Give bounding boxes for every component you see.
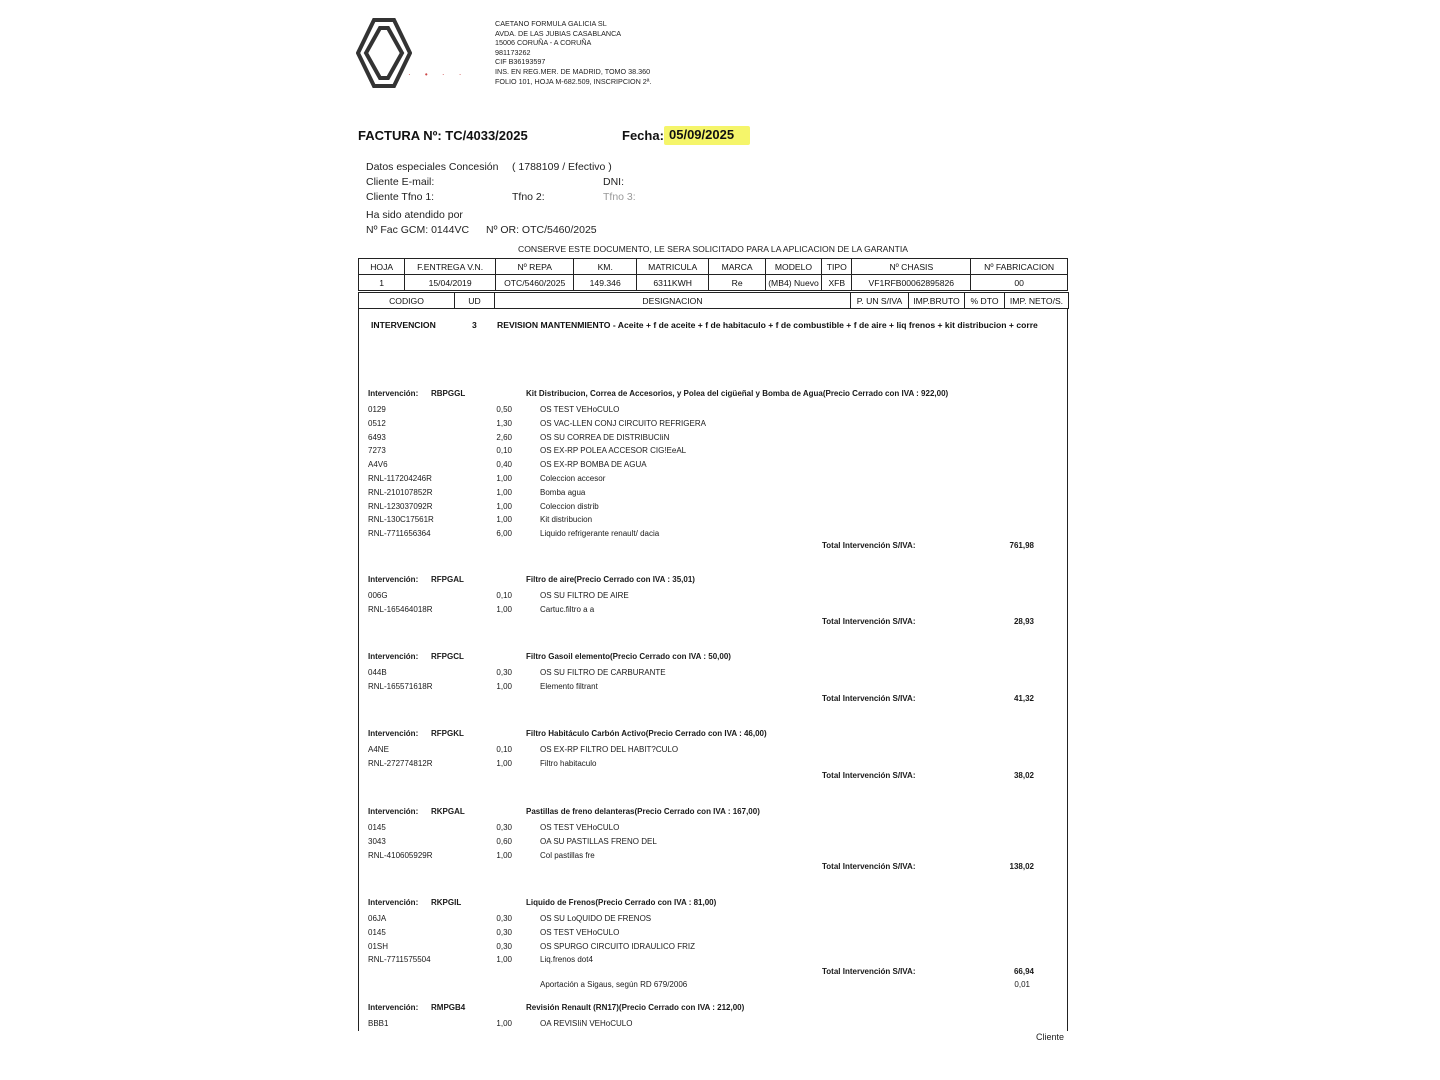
intervention-label: Intervención: — [368, 898, 419, 907]
item-quantity: 1,00 — [496, 501, 512, 511]
item-description: OS SPURGO CIRCUITO IDRAULICO FRIZ — [540, 941, 695, 951]
intervention-total: 41,32 — [1013, 693, 1034, 703]
intervention-description: Filtro Habitáculo Carbón Activo(Precio Cerrado con IVA : 46,00) — [526, 729, 767, 738]
column-header: UD — [455, 293, 495, 309]
item-description: OS EX-RP POLEA ACCESOR CIG!EeAL — [540, 446, 687, 456]
item-description: OA SU PASTILLAS FRENO DEL — [540, 836, 657, 846]
vehicle-header-cell: Nº FABRICACION — [971, 259, 1068, 275]
vehicle-header-cell: Nº REPA — [495, 259, 574, 275]
item-description: OS SU LoQUIDO DE FRENOS — [540, 914, 652, 923]
item-description: OS TEST VEHoCULO — [540, 823, 620, 832]
item-code: RNL-272774812R — [368, 758, 433, 768]
item-code: RNL-410605929R — [368, 850, 433, 860]
vehicle-value-cell: 1 — [359, 275, 405, 291]
atendido-label: Ha sido atendido por — [366, 209, 463, 221]
logo-decoration: · • · · — [408, 70, 468, 79]
vehicle-value-cell: OTC/5460/2025 — [495, 275, 574, 291]
item-code: 0129 — [368, 405, 386, 414]
company-line: 981173262 — [495, 47, 531, 57]
item-description: Coleccion accesor — [540, 474, 606, 483]
item-description: Coleccion distrib — [540, 501, 599, 511]
intervention-label: Intervención: — [368, 389, 419, 398]
item-code: 7273 — [368, 446, 386, 456]
item-code: 06JA — [368, 914, 387, 923]
vehicle-table — [358, 258, 1068, 291]
intervention-code: RKPGIL — [431, 898, 462, 907]
company-address — [495, 19, 651, 86]
intervention-label: Intervención: — [368, 807, 419, 816]
item-quantity: 2,60 — [496, 432, 512, 442]
item-description: OS TEST VEHoCULO — [540, 405, 620, 414]
vehicle-value-cell: 15/04/2019 — [405, 275, 496, 291]
intervention-total-label: Total Intervención S/IVA: — [822, 770, 916, 780]
intervention-label: Intervención: — [368, 652, 419, 661]
intervention-number: 3 — [472, 320, 477, 330]
dni-label: DNI: — [603, 176, 624, 188]
vehicle-value-cell: XFB — [822, 275, 852, 291]
company-line: CAETANO FORMULA GALICIA SL — [495, 19, 607, 28]
item-quantity: 1,00 — [496, 515, 512, 525]
item-description: Elemento filtrant — [540, 681, 598, 691]
item-code: 01SH — [368, 941, 389, 951]
vehicle-header-cell: MATRICULA — [636, 259, 709, 275]
item-quantity: 0,30 — [496, 941, 512, 951]
item-quantity: 1,00 — [496, 955, 512, 965]
intervention-total: 138,02 — [1009, 862, 1034, 872]
intervention-code: RFPGCL — [431, 652, 464, 661]
vehicle-header-cell: MODELO — [765, 259, 821, 275]
company-line: INS. EN REG.MER. DE MADRID, TOMO 38.360 — [495, 66, 651, 76]
vehicle-value-cell: (MB4) Nuevo — [765, 275, 821, 291]
item-quantity: 1,00 — [496, 604, 512, 614]
item-code: RNL-7711575504 — [368, 955, 431, 965]
item-description: OA REVISIiN VEHoCULO — [540, 1019, 633, 1028]
company-line: FOLIO 101, HOJA M-682.509, INSCRIPCION 2ª. — [495, 76, 652, 86]
tfno1-label: Cliente Tfno 1: — [366, 191, 435, 203]
item-code: RNL-165571618R — [368, 681, 433, 691]
vehicle-header-cell: KM. — [574, 259, 636, 275]
intervention-total-label: Total Intervención S/IVA: — [822, 693, 916, 703]
column-header: IMP.BRUTO — [909, 293, 965, 309]
intervention-code: RKPGAL — [431, 807, 465, 816]
item-quantity: 0,40 — [496, 460, 512, 470]
intervention-total: 38,02 — [1013, 770, 1034, 780]
renault-logo — [356, 18, 412, 88]
item-code: 0145 — [368, 823, 386, 832]
intervention-label: Intervención: — [368, 729, 419, 738]
vehicle-value-cell: VF1RFB00062895826 — [852, 275, 971, 291]
item-quantity: 1,00 — [496, 474, 512, 483]
vehicle-value-cell: 00 — [971, 275, 1068, 291]
item-quantity: 0,30 — [496, 927, 512, 937]
vehicle-value-cell: 149.346 — [574, 275, 636, 291]
intervention-label: Intervención: — [368, 1003, 419, 1012]
intervention-code: RBPGGL — [431, 389, 466, 398]
item-quantity: 1,00 — [496, 850, 512, 860]
invoice-title: FACTURA Nº: TC/4033/2025 — [358, 128, 528, 143]
item-quantity: 1,30 — [496, 418, 512, 428]
item-quantity: 0,30 — [496, 668, 512, 677]
item-code: RNL-123037092R — [368, 501, 433, 511]
item-code: RNL-210107852R — [368, 487, 433, 497]
datos-value: ( 1788109 / Efectivo ) — [512, 161, 612, 173]
vehicle-value-cell: Re — [709, 275, 765, 291]
datos-label: Datos especiales Concesión — [366, 161, 499, 173]
intervention-total: 761,98 — [1009, 541, 1034, 550]
item-description: OS EX-RP BOMBA DE AGUA — [540, 460, 647, 470]
vehicle-header-cell: HOJA — [359, 259, 405, 275]
item-description: OS SU CORREA DE DISTRIBUCIiN — [540, 432, 670, 442]
item-description: Bomba agua — [540, 487, 586, 497]
item-description: OS SU FILTRO DE AIRE — [540, 591, 629, 600]
item-description: Filtro habitaculo — [540, 758, 597, 768]
intervention-description: Pastillas de freno delanteras(Precio Cerrado con IVA : 167,00) — [526, 807, 760, 816]
item-quantity: 0,30 — [496, 914, 512, 923]
item-description: Kit distribucion — [540, 515, 593, 525]
item-quantity: 1,00 — [496, 758, 512, 768]
intervention-description: Filtro de aire(Precio Cerrado con IVA : 35,01) — [526, 575, 695, 584]
item-code: 3043 — [368, 836, 386, 846]
column-header: IMP. NETO/S. — [1005, 293, 1069, 309]
item-quantity: 0,10 — [496, 591, 512, 600]
tfno2-label: Tfno 2: — [512, 191, 545, 203]
intervention-description: Filtro Gasoil elemento(Precio Cerrado con IVA : 50,00) — [526, 652, 731, 661]
intervention-total-label: Total Intervención S/IVA: — [822, 541, 916, 550]
intervention-description: REVISION MANTENMIENTO - Aceite + f de aceite + f de habitaculo + f de combustible + f de aire + liq frenos + kit distribucion + corre — [497, 320, 1038, 330]
item-description: Col pastillas fre — [540, 850, 595, 860]
company-line: AVDA. DE LAS JUBIAS CASABLANCA — [495, 28, 622, 38]
intervention-total: 66,94 — [1013, 967, 1034, 977]
intervention-total-label: Total Intervención S/IVA: — [822, 616, 916, 626]
order-number: Nº OR: OTC/5460/2025 — [486, 224, 597, 236]
item-description: OS EX-RP FILTRO DEL HABIT?CULO — [540, 745, 679, 754]
item-quantity: 1,00 — [496, 681, 512, 691]
column-header: CODIGO — [359, 293, 455, 309]
date-value: 05/09/2025 — [664, 126, 750, 145]
intervention-description: Kit Distribucion, Correa de Accesorios, y Polea del cigüeñal y Bomba de Agua(Precio Cerrado con IVA : 922,00) — [526, 389, 949, 398]
item-quantity: 0,50 — [496, 405, 512, 414]
intervention-code: RMPGB4 — [431, 1003, 466, 1012]
fac-gcm: Nº Fac GCM: 0144VC — [366, 224, 470, 236]
item-quantity: 1,00 — [496, 1019, 512, 1028]
intervention-code: RFPGKL — [431, 729, 464, 738]
item-code: RNL-165464018R — [368, 604, 433, 614]
intervention-total: 28,93 — [1013, 616, 1034, 626]
item-code: 0145 — [368, 927, 386, 937]
item-description: Liquido refrigerante renault/ dacia — [540, 529, 660, 539]
intervention-total-label: Total Intervención S/IVA: — [822, 862, 916, 872]
item-code: RNL-7711656364 — [368, 529, 431, 539]
item-quantity: 0,60 — [496, 836, 512, 846]
vehicle-header-cell: F.ENTREGA V.N. — [405, 259, 496, 275]
item-code: RNL-117204246R — [368, 474, 432, 483]
date-label: Fecha: — [622, 128, 664, 143]
item-code: RNL-130C17561R — [368, 515, 434, 525]
item-description: OS TEST VEHoCULO — [540, 927, 620, 937]
email-label: Cliente E-mail: — [366, 176, 435, 188]
vehicle-value-cell: 6311KWH — [636, 275, 709, 291]
intervention-description: Liquido de Frenos(Precio Cerrado con IVA : 81,00) — [526, 898, 717, 907]
item-code: A4V6 — [368, 460, 388, 470]
item-quantity: 0,10 — [496, 446, 512, 456]
sigaus-description: Aportación a Sigaus, según RD 679/2006 — [540, 980, 688, 989]
intervention-description: Revisión Renault (RN17)(Precio Cerrado con IVA : 212,00) — [526, 1003, 745, 1012]
item-description: Liq.frenos dot4 — [540, 955, 593, 965]
item-quantity: 0,30 — [496, 823, 512, 832]
footer-cliente: Cliente — [1036, 1032, 1065, 1042]
item-description: Cartuc.filtro a a — [540, 604, 595, 614]
item-description: OS SU FILTRO DE CARBURANTE — [540, 668, 666, 677]
company-line: 15006 CORUÑA - A CORUÑA — [495, 38, 592, 48]
sigaus-value: 0,01 — [1014, 980, 1030, 989]
item-code: 006G — [368, 591, 388, 600]
intervention-code: RFPGAL — [431, 575, 464, 584]
item-quantity: 0,10 — [496, 745, 512, 754]
item-code: BBB1 — [368, 1019, 389, 1028]
vehicle-table-header — [359, 259, 1068, 275]
item-description: OS VAC-LLEN CONJ CIRCUITO REFRIGERA — [540, 418, 706, 428]
column-header: P. UN S/IVA — [851, 293, 909, 309]
item-code: A4NE — [368, 745, 389, 754]
intervention-total-label: Total Intervención S/IVA: — [822, 967, 916, 977]
vehicle-table-values — [359, 275, 1068, 291]
item-code: 0512 — [368, 418, 386, 428]
vehicle-header-cell: MARCA — [709, 259, 765, 275]
item-quantity: 6,00 — [496, 529, 512, 539]
vehicle-header-cell: Nº CHASIS — [852, 259, 971, 275]
tfno3-label: Tfno 3: — [603, 191, 636, 203]
vehicle-header-cell: TIPO — [822, 259, 852, 275]
intervention-label: INTERVENCION — [371, 320, 436, 330]
item-quantity: 1,00 — [496, 487, 512, 497]
column-header: DESIGNACION — [495, 293, 851, 309]
column-header: % DTO — [965, 293, 1005, 309]
warranty-notice: CONSERVE ESTE DOCUMENTO, LE SERA SOLICITADO PARA LA APLICACION DE LA GARANTIA — [517, 244, 908, 254]
item-code: 044B — [368, 668, 387, 677]
company-line: CIF B36193597 — [495, 57, 546, 67]
intervention-label: Intervención: — [368, 575, 419, 584]
item-code: 6493 — [368, 432, 386, 442]
lines-column-header — [358, 292, 1069, 309]
